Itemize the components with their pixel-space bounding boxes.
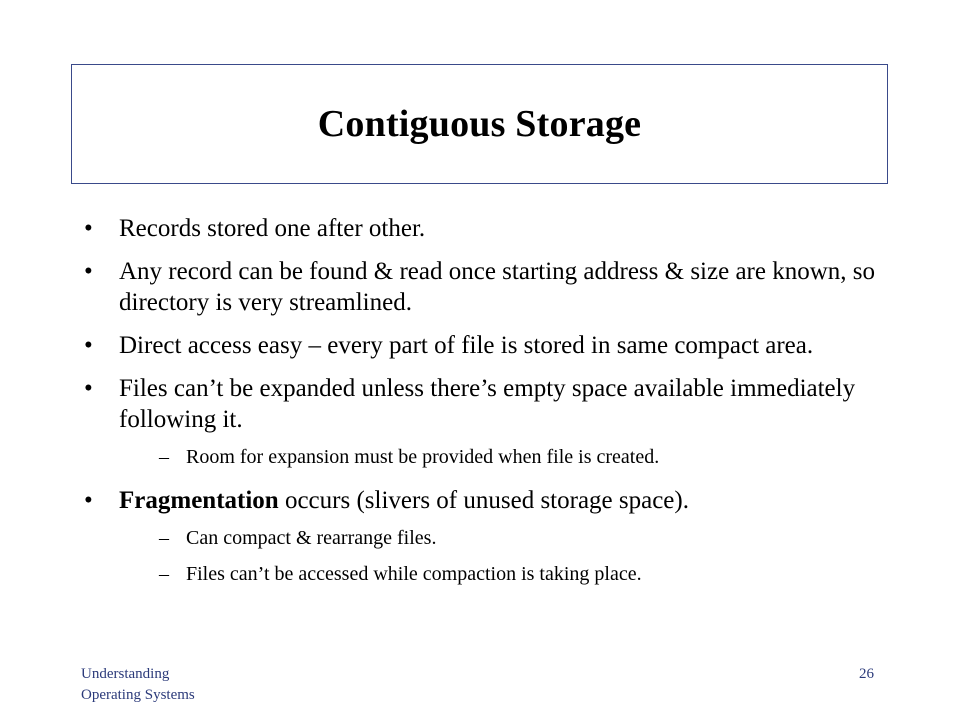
bullet-marker: • xyxy=(84,332,93,359)
sub-bullet-marker: – xyxy=(159,527,169,549)
title-box xyxy=(71,64,888,184)
bullet-text xyxy=(119,485,689,516)
footer-course-title xyxy=(81,664,195,706)
slide-title: Contiguous Storage xyxy=(317,103,642,145)
page-number: 26 xyxy=(859,666,874,682)
sub-bullet-item xyxy=(78,562,878,586)
sub-bullet-item xyxy=(78,445,878,469)
bullet-text-rest: occurs (slivers of unused storage space). xyxy=(278,487,689,514)
sub-bullet-marker: – xyxy=(159,563,169,585)
bullet-item xyxy=(78,213,878,244)
footer-course-line-1: Understanding xyxy=(81,666,170,682)
bullet-marker: • xyxy=(84,215,93,242)
bullet-text: Files can’t be expanded unless there’s empty space available immediately following it. xyxy=(119,375,856,433)
bullet-text: Direct access easy – every part of file is stored in same compact area. xyxy=(119,332,814,359)
sub-bullet-text: Room for expansion must be provided when file is created. xyxy=(186,446,660,468)
bullet-marker: • xyxy=(84,258,93,285)
bullet-marker: • xyxy=(84,375,93,402)
bullet-bold-term: Fragmentation xyxy=(119,487,279,514)
sub-bullet-text: Files can’t be accessed while compaction is taking place. xyxy=(186,563,642,585)
bullet-item xyxy=(78,256,878,318)
sub-bullet-marker: – xyxy=(159,446,169,468)
bullet-text: Any record can be found & read once starting address & size are known, so directory is very streamlined. xyxy=(119,258,875,316)
bullet-marker: • xyxy=(84,487,93,514)
sub-bullet-text: Can compact & rearrange files. xyxy=(186,527,437,549)
bullet-list xyxy=(78,213,878,598)
footer-course-line-2: Operating Systems xyxy=(81,687,195,703)
bullet-item xyxy=(78,485,878,516)
bullet-item xyxy=(78,373,878,435)
sub-bullet-item xyxy=(78,526,878,550)
bullet-text: Records stored one after other. xyxy=(119,215,426,242)
bullet-item xyxy=(78,330,878,361)
